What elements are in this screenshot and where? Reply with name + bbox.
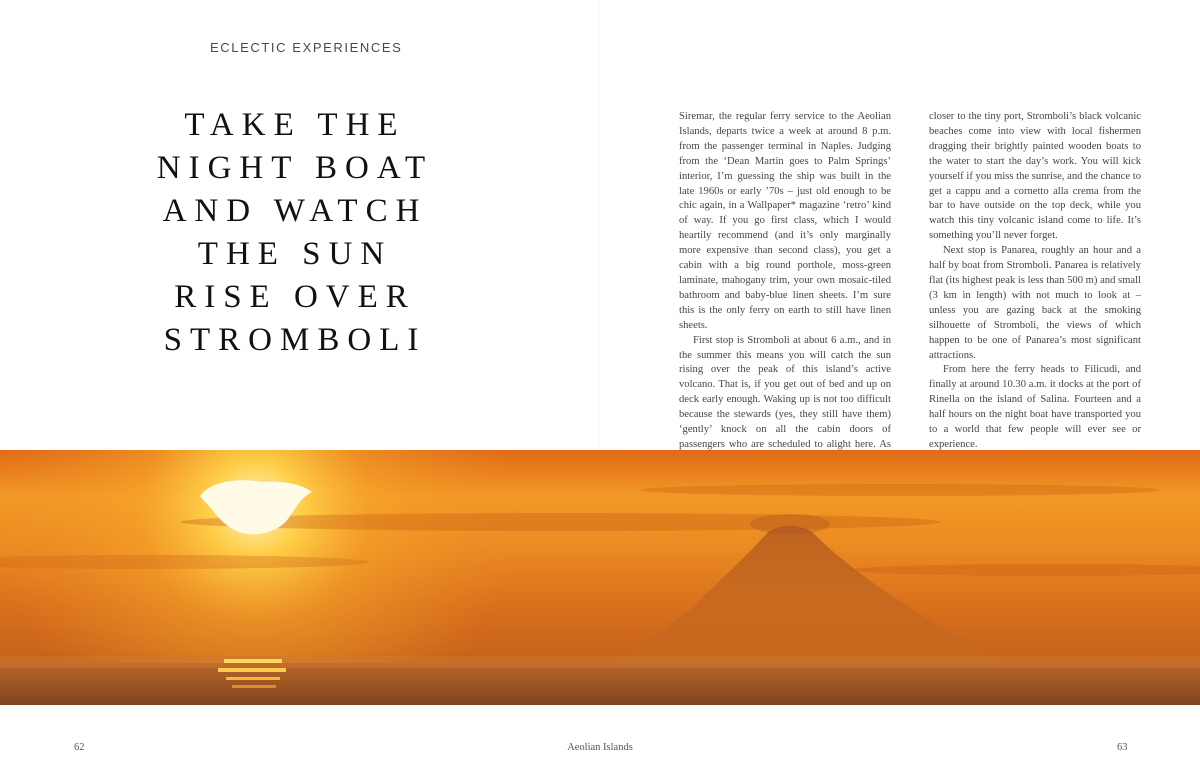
body-paragraph: closer to the tiny port, Stromboli’s black volcanic beaches come into view with local fishermen dragging their brightly painted wooden boats to the water to start the day’s work. You will kick yourself if you miss the sunrise, and the chance to get a cappu and a cornetto alla crema from the bar to have outside on the top deck, while you watch this tiny volcanic island come to life. It’s something you’ll never forget. — [929, 111, 1141, 242]
body-paragraph: First stop is Stromboli at about 6 a.m., and in the summer this means you will catch the sun rising over the peak of this island’s active volcano. That is, if you get out of bed and up on deck early enough. Waking up is not too difficult because the stewards (yes, they still have them) ‘gently’ knock on all the cabin doors of passengers who are scheduled to alight here. As — [679, 334, 891, 450]
horizon-haze — [0, 656, 1200, 668]
page-number-left: 62 — [74, 742, 85, 753]
headline-line: STROMBOLI — [163, 322, 427, 358]
stromboli-sunrise-photo — [0, 450, 1200, 705]
body-paragraph: From here the ferry heads to Filicudi, and finally at around 10.30 a.m. it docks at the port of Rinella on the island of Salina. Fourteen and a half hours on the night boat have transported you to a world that few people will ever see or experience. — [929, 364, 1141, 450]
headline — [150, 104, 440, 362]
body-paragraph: Next stop is Panarea, roughly an hour and a half by boat from Stromboli. Panarea is relatively flat (its highest peak is less than 500 m) and small (3 km in length) with not much to look at – unless you are gazing back at the smoking silhouette of Stromboli, the views of which happen to be one of Panarea’s most significant attractions. — [929, 245, 1141, 361]
body-column-1 — [679, 110, 891, 468]
page-number-right: 63 — [1117, 742, 1128, 753]
body-column-2 — [929, 110, 1141, 453]
running-footer: Aeolian Islands — [567, 742, 633, 753]
headline-line: RISE OVER — [174, 279, 416, 315]
volcano-smoke — [750, 514, 830, 534]
sea — [0, 663, 1200, 705]
section-label: ECLECTIC EXPERIENCES — [210, 40, 403, 55]
headline-line: TAKE THE — [184, 107, 406, 143]
headline-line: AND WATCH — [162, 193, 428, 229]
headline-line: THE SUN — [197, 236, 393, 272]
page-gutter — [599, 0, 601, 450]
body-paragraph: Siremar, the regular ferry service to the Aeolian Islands, departs twice a week at around 8 p.m. from the passenger terminal in Naples. Judging from the ‘Dean Martin goes to Palm Springs’ interior, I’m guessing the ship was built in the late 1960s or early ’70s – just old enough to be chic again, in a Wallpaper* magazine ‘retro’ kind of way. If you go first class, which I would heartily recommend (and it’s only marginally more expensive than second class), you get a cabin with a big round porthole, moss-green laminate, mahogany trim, your own mosaic-tiled bathroom and baby-blue linen sheets. I’m sure this is the only ferry on earth to still have linen sheets. — [679, 111, 891, 331]
headline-line: NIGHT BOAT — [156, 150, 434, 186]
